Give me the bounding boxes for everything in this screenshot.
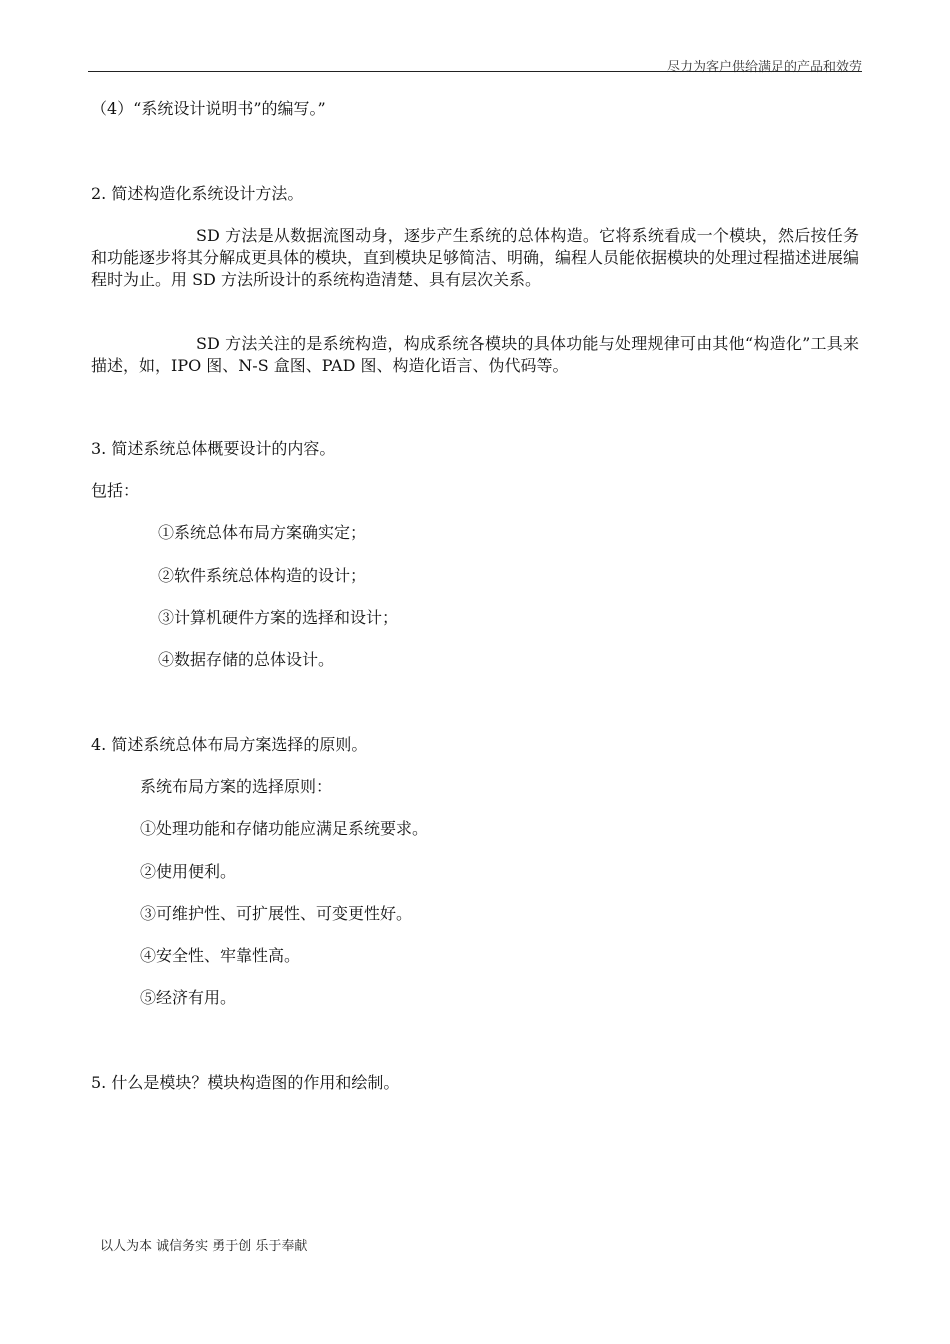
q4-list-item: ③可维护性、可扩展性、可变更性好。 [140,904,413,923]
q4-list-item: ⑤经济有用。 [140,988,237,1007]
q4-list-item: ④安全性、牢靠性高。 [140,946,301,965]
q3-intro: 包括： [91,481,140,500]
q5-title: 5. 什么是模块？模块构造图的作用和绘制。 [91,1073,400,1092]
item4-ending: （4）“系统设计说明书”的编写。” [91,99,326,118]
q3-list-item: ④数据存储的总体设计。 [158,650,335,669]
q2-title: 2. 简述构造化系统设计方法。 [91,184,304,203]
footer-motto: 以人为本 诚信务实 勇于创 乐于奉献 [100,1239,308,1254]
q3-list-item: ③计算机硬件方案的选择和设计； [158,608,399,627]
q2-paragraph-1: SD 方法是从数据流图动身，逐步产生系统的总体构造。它将系统看成一个模块，然后按任务和功能逐步将其分解成更具体的模块，直到模块足够简洁、明确，编程人员能依据模块的处理过程描述进展编程时为止。用 SD 方法所设计的系统构造清楚、具有层次关系。 [91,226,860,289]
header-slogan: 尽力为客户供给满足的产品和效劳 [666,60,862,75]
q3-list-item: ②软件系统总体构造的设计； [158,566,367,585]
q3-title: 3. 简述系统总体概要设计的内容。 [91,439,336,458]
q4-intro: 系统布局方案的选择原则： [140,777,333,796]
header-divider [88,71,862,72]
q3-list-item: ①系统总体布局方案确实定； [158,523,367,542]
q4-title: 4. 简述系统总体布局方案选择的原则。 [91,735,368,754]
q4-list-item: ②使用便利。 [140,862,237,881]
q2-paragraph-2: SD 方法关注的是系统构造，构成系统各模块的具体功能与处理规律可由其他“构造化”工具来描述，如，IPO 图、N-S 盒图、PAD 图、构造化语言、伪代码等。 [91,334,859,375]
q4-list-item: ①处理功能和存储功能应满足系统要求。 [140,819,429,838]
